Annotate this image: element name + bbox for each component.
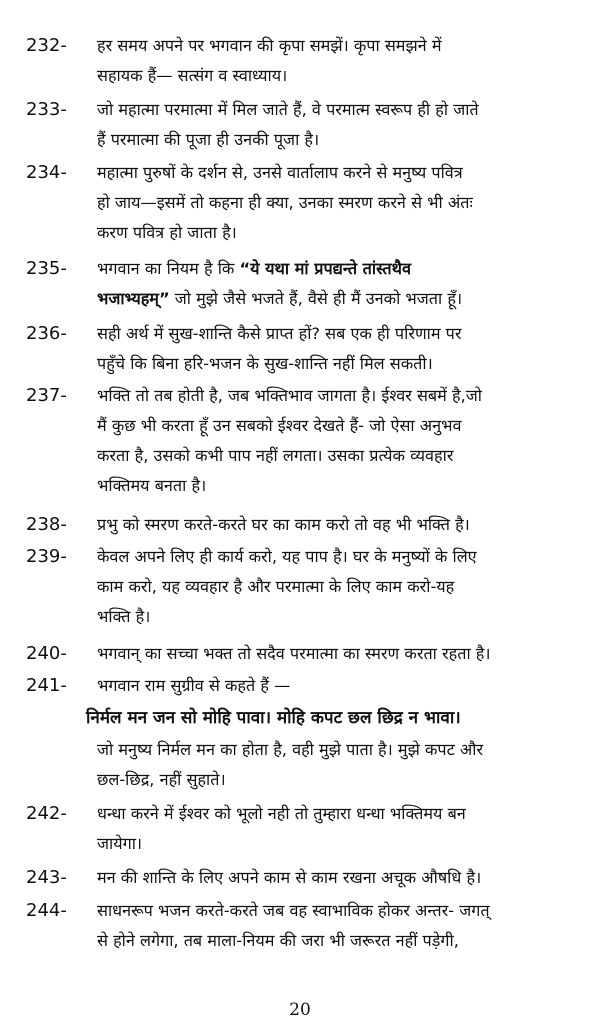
text-line: पहुँचे कि बिना हरि-भजन के सुख-शान्ति नहीं मिल सकती। (97, 354, 433, 373)
text-line: धन्धा करने में ईश्वर को भूलो नही तो तुम्हारा धन्धा भक्तिमय बन (97, 804, 466, 823)
sanskrit-quote: “ये यथा मां प्रपद्यन्ते तांस्तथैव (239, 259, 411, 278)
text-line: करण पवित्र हो जाता है। (97, 223, 237, 242)
text-line: भगवान राम सुग्रीव से कहते हैं — (97, 676, 291, 695)
entry-text (97, 254, 587, 314)
entry-number: 232- (26, 35, 67, 56)
entry-text (97, 735, 587, 795)
text-line: मैं कुछ भी करता हूँ उन सबको ईश्वर देखते हैं- जो ऐसा अनुभव (97, 416, 462, 435)
entry-text (97, 158, 587, 248)
entry-number: 236- (26, 323, 67, 344)
text-line: सही अर्थ में सुख-शान्ति कैसे प्राप्त हों? सब एक ही परिणाम पर (97, 324, 462, 343)
text-line: भक्तिमय बनता है। (97, 476, 207, 495)
text-line: से होने लगेगा, तब माला-नियम की जरा भी जरूरत नहीं पड़ेगी, (97, 931, 459, 950)
text-line: जो मनुष्य निर्मल मन का होता है, वही मुझे पाता है। मुझे कपट और (97, 740, 484, 759)
entry-text (97, 799, 587, 859)
entry-text (97, 381, 587, 501)
entry-number: 243- (26, 867, 67, 888)
text-line: मन की शान्ति के लिए अपने काम से काम रखना अचूक औषधि है। (97, 868, 482, 887)
text-line (97, 284, 587, 314)
entry-text (97, 896, 587, 956)
text-line (97, 254, 587, 284)
entry-text (97, 510, 587, 540)
entry-number: 237- (26, 385, 67, 406)
text-fragment: जो मुझे जैसे भजते हैं, वैसे ही मैं उनको भजता हूँ। (169, 289, 463, 308)
entry-number: 234- (26, 162, 67, 183)
entry-number: 233- (26, 99, 67, 120)
text-line: भक्ति है। (97, 607, 151, 626)
entry-text (97, 542, 587, 632)
text-line: केवल अपने लिए ही कार्य करो, यह पाप है। घर के मनुष्यों के लिए (97, 547, 477, 566)
text-fragment: भगवान का नियम है कि (97, 259, 240, 278)
entry-text (97, 95, 587, 155)
text-line: जो महात्मा परमात्मा में मिल जाते हैं, वे परमात्म स्वरूप ही हो जाते (97, 100, 479, 119)
text-line: छल-छिद्र, नहीं सुहाते। (97, 770, 226, 789)
entry-number: 242- (26, 803, 67, 824)
entry-number: 239- (26, 546, 67, 567)
entry-text (97, 31, 587, 91)
text-line: सहायक हैं— सत्संग व स्वाध्याय। (97, 66, 288, 85)
entry-number: 244- (26, 900, 67, 921)
entry-number: 241- (26, 675, 67, 696)
text-line: महात्मा पुरुषों के दर्शन से, उनसे वार्तालाप करने से मनुष्य पवित्र (97, 163, 463, 182)
text-line: जायेगा। (97, 834, 143, 853)
text-line: साधनरूप भजन करते-करते जब वह स्वाभाविक होकर अन्तर- जगत् (97, 901, 490, 920)
text-line: काम करो, यह व्यवहार है और परमात्मा के लिए काम करो-यह (97, 577, 455, 596)
text-line: भक्ति तो तब होती है, जब भक्तिभाव जागता है। ईश्वर सबमें है,जो (97, 386, 482, 405)
text-line: हो जाय—इसमें तो कहना ही क्या, उनका स्मरण करने से भी अंतः (97, 193, 473, 212)
text-line: भगवान् का सच्चा भक्त तो सदैव परमात्मा का स्मरण करता रहता है। (97, 644, 491, 663)
entry-text (97, 639, 587, 669)
text-line: करता है, उसको कभी पाप नहीं लगता। उसका प्रत्येक व्यवहार (97, 446, 454, 465)
entry-number: 240- (26, 643, 67, 664)
verse-quote: निर्मल मन जन सो मोहि पावा। मोहि कपट छल छिद्र न भावा। (86, 708, 461, 728)
entry-number: 238- (26, 514, 67, 535)
entry-text (97, 863, 587, 893)
text-line: प्रभु को स्मरण करते-करते घर का काम करो तो वह भी भक्ति है। (97, 515, 470, 534)
sanskrit-quote: भजाभ्यहम्” (97, 289, 170, 308)
text-line: हर समय अपने पर भगवान की कृपा समझें। कृपा समझने में (97, 36, 442, 55)
text-line: हैं परमात्मा की पूजा ही उनकी पूजा है। (97, 130, 320, 149)
page-number: 20 (289, 1000, 311, 1020)
entry-text (97, 671, 587, 701)
entry-number: 235- (26, 258, 67, 279)
entry-text (97, 319, 587, 379)
